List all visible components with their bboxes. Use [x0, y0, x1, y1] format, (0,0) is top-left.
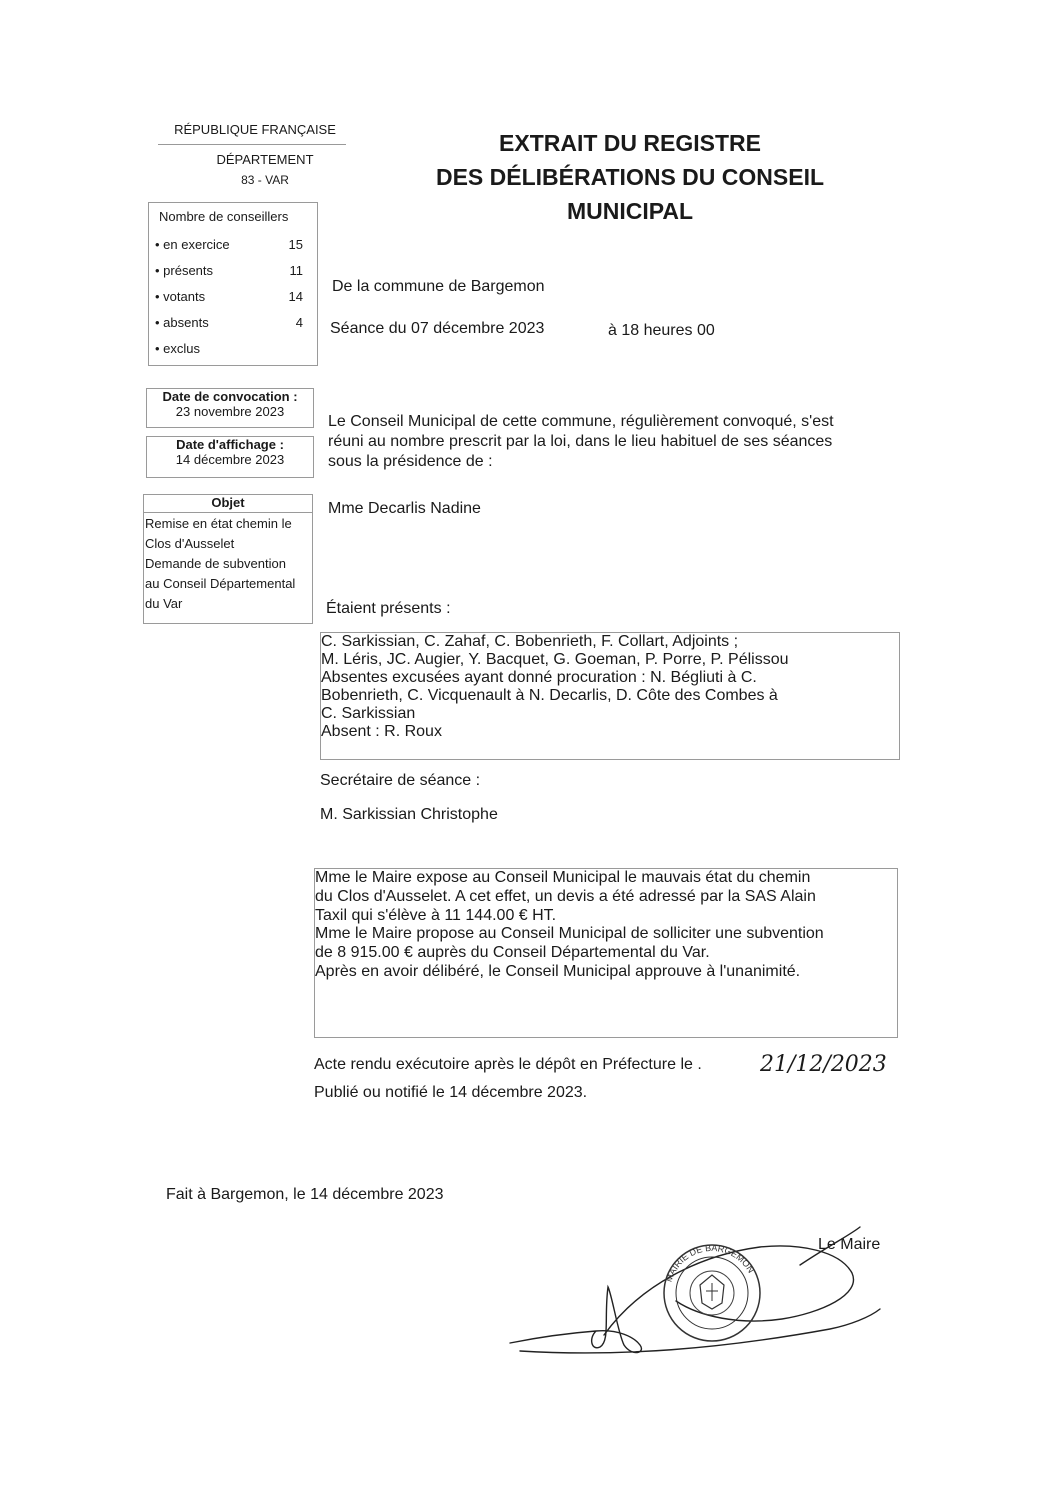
intro-line: sous la présidence de : — [328, 453, 493, 470]
presents-label: Étaient présents : — [326, 600, 451, 617]
counsellor-row — [155, 289, 303, 304]
counsellor-value: 14 — [288, 289, 303, 304]
maire-label: Le Maire — [818, 1236, 881, 1253]
deliberation-line: Après en avoir délibéré, le Conseil Municipal approuve à l'unanimité. — [315, 962, 801, 980]
presents-line: C. Sarkissian, C. Zahaf, C. Bobenrieth, F. Collart, Adjoints ; — [321, 633, 739, 650]
presents-line: Absentes excusées ayant donné procuration : N. Bégliuti à C. — [321, 669, 757, 686]
counsellor-label: • en exercice — [155, 237, 230, 252]
counsellor-row — [155, 341, 303, 356]
counsellor-label: • exclus — [155, 341, 201, 356]
presents-line: C. Sarkissian — [321, 705, 416, 722]
departement-sub: 83 - VAR — [241, 173, 289, 187]
deliberation-line: Taxil qui s'élève à 11 144.00 € HT. — [315, 906, 557, 924]
objet-label: Objet — [144, 495, 312, 513]
objet-text — [144, 513, 312, 614]
title-line-1: EXTRAIT DU REGISTRE — [499, 130, 761, 156]
intro-line: Le Conseil Municipal de cette commune, régulièrement convoqué, s'est — [328, 413, 834, 430]
objet-line: Remise en état chemin le — [145, 516, 292, 531]
objet-line: au Conseil Départemental — [145, 576, 296, 591]
secretaire-name: M. Sarkissian Christophe — [320, 806, 498, 823]
signature-and-stamp — [500, 1225, 900, 1385]
affichage-label: Date d'affichage : — [176, 437, 284, 452]
counsellor-row — [155, 263, 303, 278]
intro-paragraph — [328, 412, 888, 472]
counsellor-row — [155, 237, 303, 252]
title-line-3: MUNICIPAL — [566, 198, 694, 224]
counsellors-box — [148, 202, 318, 366]
intro-line: réuni au nombre prescrit par la loi, dans le lieu habituel de ses séances — [328, 433, 833, 450]
counsellors-title: Nombre de conseillers — [159, 209, 289, 224]
handwritten-signature — [510, 1227, 880, 1353]
affichage-date: 14 décembre 2023 — [175, 452, 285, 467]
convocation-label: Date de convocation : — [162, 389, 298, 404]
handwritten-date: 21/12/2023 — [760, 1052, 887, 1077]
presents-line: Bobenrieth, C. Vicquenault à N. Decarlis, D. Côte des Combes à — [321, 687, 778, 704]
fait-a-line: Fait à Bargemon, le 14 décembre 2023 — [166, 1186, 444, 1203]
title-line-2: DES DÉLIBÉRATIONS DU CONSEIL — [435, 164, 825, 190]
objet-line: Demande de subvention — [145, 556, 286, 571]
counsellor-label: • absents — [155, 315, 209, 330]
counsellor-value: 11 — [289, 263, 303, 278]
counsellor-label: • présents — [155, 263, 214, 278]
stamp-text: MAIRIE DE BARGEMON — [663, 1242, 757, 1284]
counsellor-row — [155, 315, 303, 330]
objet-line: du Var — [145, 596, 183, 611]
convocation-box — [146, 388, 314, 428]
seance-date: Séance du 07 décembre 2023 — [330, 320, 545, 337]
publie-line: Publié ou notifié le 14 décembre 2023. — [314, 1084, 588, 1101]
objet-box — [143, 494, 313, 624]
deliberation-line: de 8 915.00 € auprès du Conseil Départemental du Var. — [315, 944, 710, 962]
page-title — [380, 126, 880, 228]
seance-time: à 18 heures 00 — [608, 322, 715, 339]
counsellor-value: 4 — [295, 315, 303, 330]
commune-line: De la commune de Bargemon — [332, 278, 545, 295]
counsellor-value: 15 — [288, 237, 303, 252]
deliberation-box — [314, 868, 898, 1038]
presents-line: M. Léris, JC. Augier, Y. Bacquet, G. Goeman, P. Porre, P. Pélissou — [321, 651, 789, 668]
objet-line: Clos d'Ausselet — [145, 536, 235, 551]
secretaire-label: Secrétaire de séance : — [320, 772, 481, 789]
divider — [158, 144, 346, 145]
president-name: Mme Decarlis Nadine — [328, 500, 481, 517]
deliberation-line: du Clos d'Ausselet. A cet effet, un devis a été adressé par la SAS Alain — [315, 887, 816, 905]
counsellor-label: • votants — [155, 289, 206, 304]
presents-box — [320, 632, 900, 760]
departement-label: DÉPARTEMENT — [216, 152, 314, 167]
deliberation-line: Mme le Maire expose au Conseil Municipal le mauvais état du chemin — [315, 869, 811, 886]
presents-line: Absent : R. Roux — [321, 723, 442, 740]
convocation-date: 23 novembre 2023 — [175, 404, 285, 419]
acte-executoire: Acte rendu exécutoire après le dépôt en Préfecture le . — [314, 1056, 702, 1073]
republique-francaise: RÉPUBLIQUE FRANÇAISE — [174, 122, 336, 137]
deliberation-line: Mme le Maire propose au Conseil Municipal de solliciter une subvention — [315, 925, 824, 943]
affichage-box — [146, 436, 314, 478]
